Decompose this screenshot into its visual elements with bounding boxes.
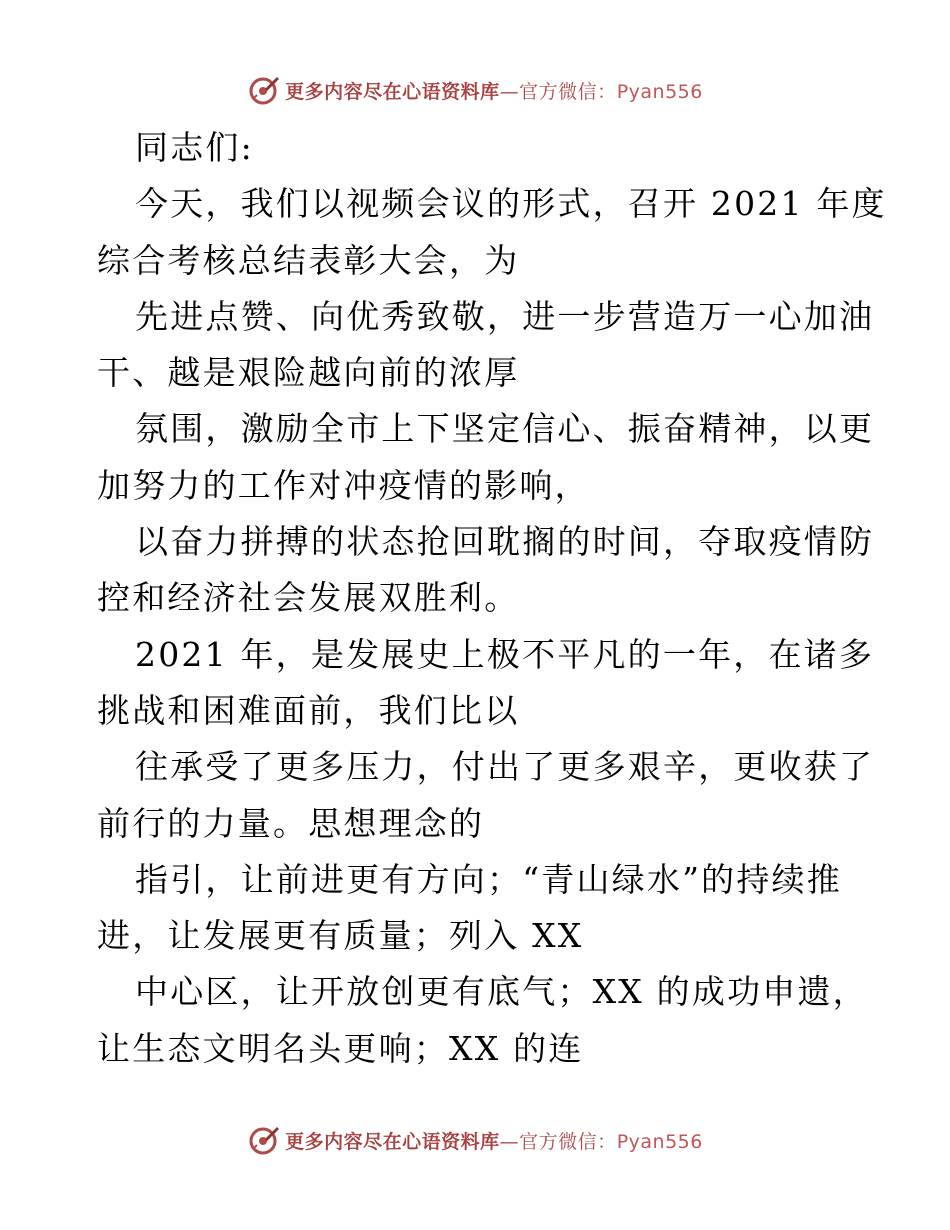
text-line: 指引，让前进更有方向；“青山绿水”的持续推 [135, 859, 842, 899]
text-line: 以奋力拼搏的状态抢回耽搁的时间，夺取疫情防 [135, 522, 875, 562]
footer-watermark-banner [0, 1120, 950, 1160]
watermark-text [285, 1127, 703, 1154]
document-body [97, 120, 887, 1077]
watermark-wechat-label: 官方微信： [519, 80, 617, 103]
text-line: 往承受了更多压力，付出了更多艰辛，更收获了 [135, 747, 875, 787]
text-line: 同志们: [135, 128, 254, 167]
text-line: 挑战和困难面前，我们比以 [97, 690, 520, 730]
watermark-dash: — [499, 80, 520, 103]
text-line: 中心区，让开放创更有底气；XX 的成功申遗， [135, 972, 868, 1012]
text-line: 让生态文明名头更响；XX 的连 [97, 1028, 584, 1068]
header-watermark-banner [0, 70, 950, 110]
text-line: 今天，我们以视频会议的形式，召开 2021 年度 [135, 184, 887, 224]
text-line: 控和经济社会发展双胜利。 [97, 578, 520, 618]
watermark-wechat-label: 官方微信： [519, 1130, 617, 1153]
text-line: 加努力的工作对冲疫情的影响， [97, 465, 590, 505]
text-line: 进，让发展更有质量；列入 XX [97, 916, 584, 956]
watermark-dash: — [499, 1130, 520, 1153]
pen-logo-icon [247, 73, 281, 107]
pen-logo-icon [247, 1123, 281, 1157]
watermark-account: Pyan556 [616, 80, 703, 103]
watermark-account: Pyan556 [616, 1130, 703, 1153]
text-line: 干、越是艰险越向前的浓厚 [97, 353, 520, 393]
text-line: 前行的力量。思想理念的 [97, 803, 485, 843]
watermark-site-text: 更多内容尽在心语资料库 [285, 1130, 500, 1153]
watermark-site-text: 更多内容尽在心语资料库 [285, 80, 500, 103]
text-line: 氛围，激励全市上下坚定信心、振奋精神，以更 [135, 409, 875, 449]
watermark-text [285, 77, 703, 104]
text-line: 综合考核总结表彰大会，为 [97, 240, 520, 280]
text-line: 先进点赞、向优秀致敬，进一步营造万一心加油 [135, 296, 875, 336]
text-line: 2021 年，是发展史上极不平凡的一年，在诸多 [135, 634, 875, 674]
